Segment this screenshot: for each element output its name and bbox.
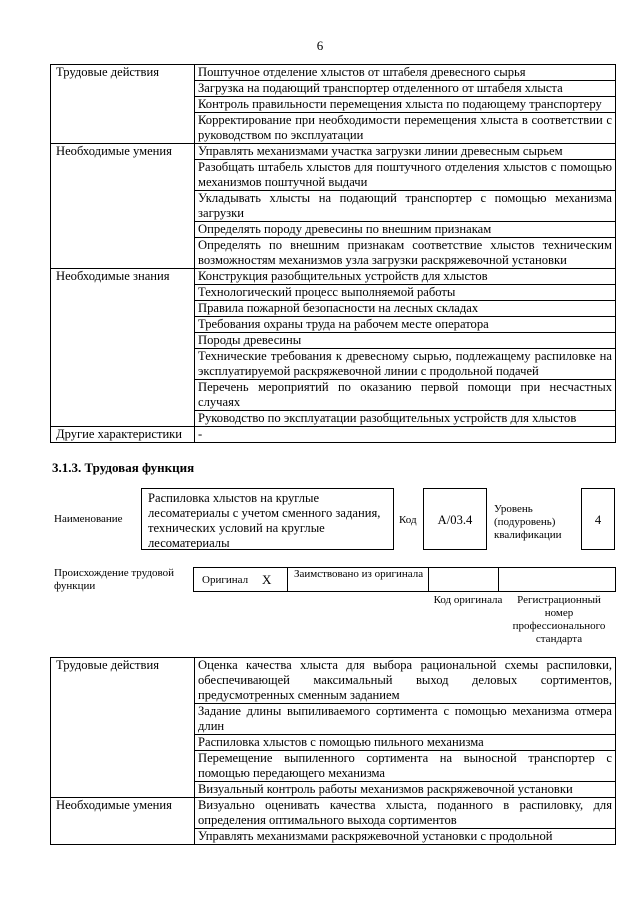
row-item-text: Управлять механизмами участка загрузки линии древесным сырьем <box>195 144 616 160</box>
table-row <box>51 798 616 829</box>
row-item-text: Задание длины выпиливаемого сортимента с помощью механизма отмера длин <box>195 704 616 735</box>
row-group-label: Трудовые действия <box>51 65 195 144</box>
function-name-box: Распиловка хлыстов на круглые лесоматериалы с учетом сменного задания, технических условий на круглые лесоматериалы <box>141 488 394 550</box>
row-item-text: Породы древесины <box>195 333 616 349</box>
table2-body <box>51 658 616 845</box>
table-row <box>51 144 616 160</box>
name-label: Наименование <box>54 513 123 525</box>
original-mark: Х <box>262 572 272 587</box>
row-item-text: Технологический процесс выполняемой работы <box>195 285 616 301</box>
row-group-label: Другие характеристики <box>51 427 195 443</box>
row-item-text: Перечень мероприятий по оказанию первой помощи при несчастных случаях <box>195 380 616 411</box>
row-item-text: Загрузка на подающий транспортер отделенного от штабеля хлыста <box>195 81 616 97</box>
table-row <box>51 658 616 704</box>
row-item-text: Распиловка хлыстов с помощью пильного механизма <box>195 735 616 751</box>
code-original-label: Код оригинала <box>433 594 503 606</box>
row-item-text: Конструкция разобщительных устройств для хлыстов <box>195 269 616 285</box>
code-label: Код <box>399 514 417 526</box>
labor-function-table-1 <box>50 64 616 443</box>
section-heading: 3.1.3. Трудовая функция <box>52 460 195 475</box>
row-item-text: - <box>195 427 616 443</box>
row-item-text: Контроль правильности перемещения хлыста по подающему транспортеру <box>195 97 616 113</box>
row-item-text: Технические требования к древесному сырью, подлежащему распиловке на эксплуатируемой раскряжевочной линии с продольной подачей <box>195 349 616 380</box>
labor-function-table-2 <box>50 657 616 845</box>
table1-body <box>51 65 616 443</box>
row-item-text: Визуальный контроль работы механизмов раскряжевочной установки <box>195 782 616 798</box>
row-item-text: Требования охраны труда на рабочем месте оператора <box>195 317 616 333</box>
origin-table <box>193 567 616 592</box>
registration-number-label: Регистрационный номер профессионального стандарта <box>512 594 606 645</box>
row-item-text: Визуально оценивать качества хлыста, поданного в распиловку, для определения оптимального выхода сортиментов <box>195 798 616 829</box>
table-row <box>51 269 616 285</box>
row-item-text: Поштучное отделение хлыстов от штабеля древесного сырья <box>195 65 616 81</box>
row-group-label: Необходимые умения <box>51 798 195 845</box>
row-item-text: Управлять механизмами раскряжевочной установки с продольной <box>195 829 616 845</box>
row-item-text: Перемещение выпиленного сортимента на выносной транспортер с помощью передающего механизма <box>195 751 616 782</box>
row-item-text: Правила пожарной безопасности на лесных складах <box>195 301 616 317</box>
row-group-label: Необходимые знания <box>51 269 195 427</box>
row-item-text: Оценка качества хлыста для выбора рациональной схемы распиловки, обеспечивающей максимальный выход деловых сортиментов, предусмотренных сменным заданием <box>195 658 616 704</box>
row-group-label: Необходимые умения <box>51 144 195 269</box>
row-item-text: Определять породу древесины по внешним признакам <box>195 222 616 238</box>
row-item-text: Определять по внешним признакам соответствие хлыстов техническим возможностям механизмов узла загрузки раскряжевочной установки <box>195 238 616 269</box>
level-value-box: 4 <box>581 488 615 550</box>
row-item-text: Корректирование при необходимости перемещения хлыста в соответствии с руководством по эксплуатации <box>195 113 616 144</box>
page-number: 6 <box>316 38 324 53</box>
row-item-text: Укладывать хлысты на подающий транспортер с помощью механизма загрузки <box>195 191 616 222</box>
origin-label: Происхождение трудовой функции <box>54 567 175 592</box>
table-row <box>51 65 616 81</box>
borrowed-label: Заимствовано из оригинала <box>294 568 424 580</box>
row-group-label: Трудовые действия <box>51 658 195 798</box>
function-code-box: А/03.4 <box>423 488 487 550</box>
original-label: Оригинал <box>202 574 249 586</box>
row-item-text: Руководство по эксплуатации разобщительных устройств для хлыстов <box>195 411 616 427</box>
level-label: Уровень (подуровень) квалификации <box>494 503 562 541</box>
table-row <box>51 427 616 443</box>
row-item-text: Разобщать штабель хлыстов для поштучного отделения хлыстов с помощью механизмов поштучной выдачи <box>195 160 616 191</box>
